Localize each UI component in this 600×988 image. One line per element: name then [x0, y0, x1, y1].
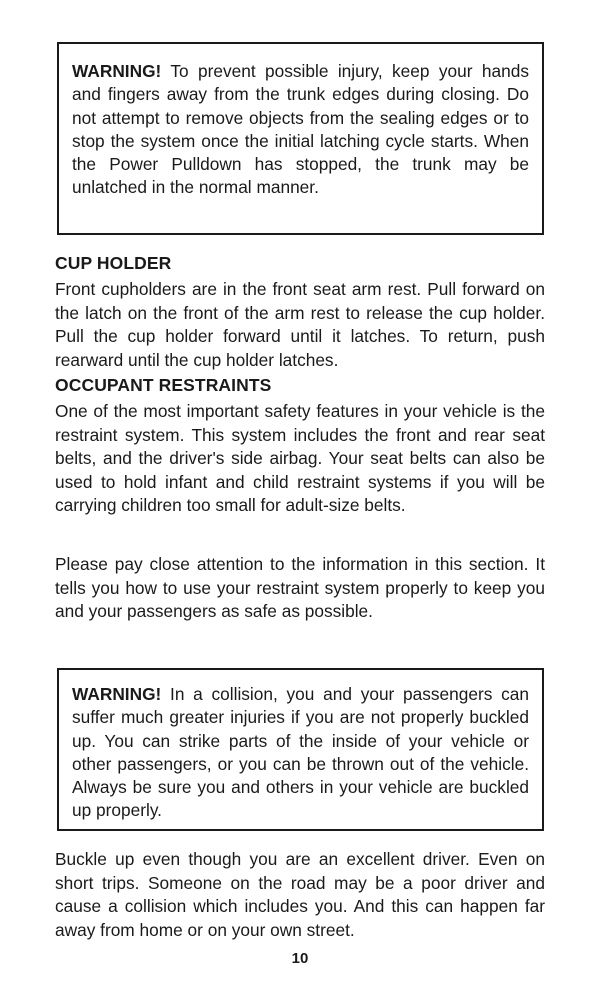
page-number: 10 [291, 950, 309, 967]
trunk-warning-text [72, 60, 529, 200]
collision-warning-box [57, 668, 544, 831]
warning-label: WARNING! [72, 61, 162, 81]
buckle-up-paragraph: Buckle up even though you are an excellent driver. Even on short trips. Someone on the road may be a poor driver and cause a collision which includes you. And this can happen far away from home or on your own street. [55, 849, 545, 940]
warning-label: WARNING! [72, 684, 162, 704]
collision-warning-text [72, 683, 529, 823]
occupant-restraints-heading: OCCUPANT RESTRAINTS [55, 375, 272, 395]
warning-body: To prevent possible injury, keep your hands and fingers away from the trunk edges during closing. Do not attempt to remove objects from the sealing edges or to stop the system once the initial latching cycle starts. When the Power Pulldown has stopped, the trunk may be unlatched in the normal manner. [72, 61, 530, 198]
restraints-intro-paragraph: One of the most important safety features in your vehicle is the restraint system. This system includes the front and rear seat belts, and the driver's side airbag. Your seat belts can also be used to hold infant and child restraint systems if you will be carrying children too small for adult-size belts. [55, 401, 545, 515]
restraints-attention-paragraph: Please pay close attention to the information in this section. It tells you how to use your restraint system properly to keep you and your passengers as safe as possible. [55, 554, 545, 621]
trunk-warning-box [57, 42, 544, 235]
cup-holder-heading: CUP HOLDER [55, 253, 172, 273]
cup-holder-paragraph: Front cupholders are in the front seat arm rest. Pull forward on the latch on the front of the arm rest to release the cup holder. Pull the cup holder forward until it latches. To return, push rearward until the cup holder latches. [55, 279, 545, 370]
warning-body: In a collision, you and your passengers can suffer much greater injuries if you are not properly buckled up. You can strike parts of the inside of your vehicle or other passengers, or you can be thrown out of the vehicle. Always be sure you and others in your vehicle are buckled up properly. [72, 684, 529, 821]
